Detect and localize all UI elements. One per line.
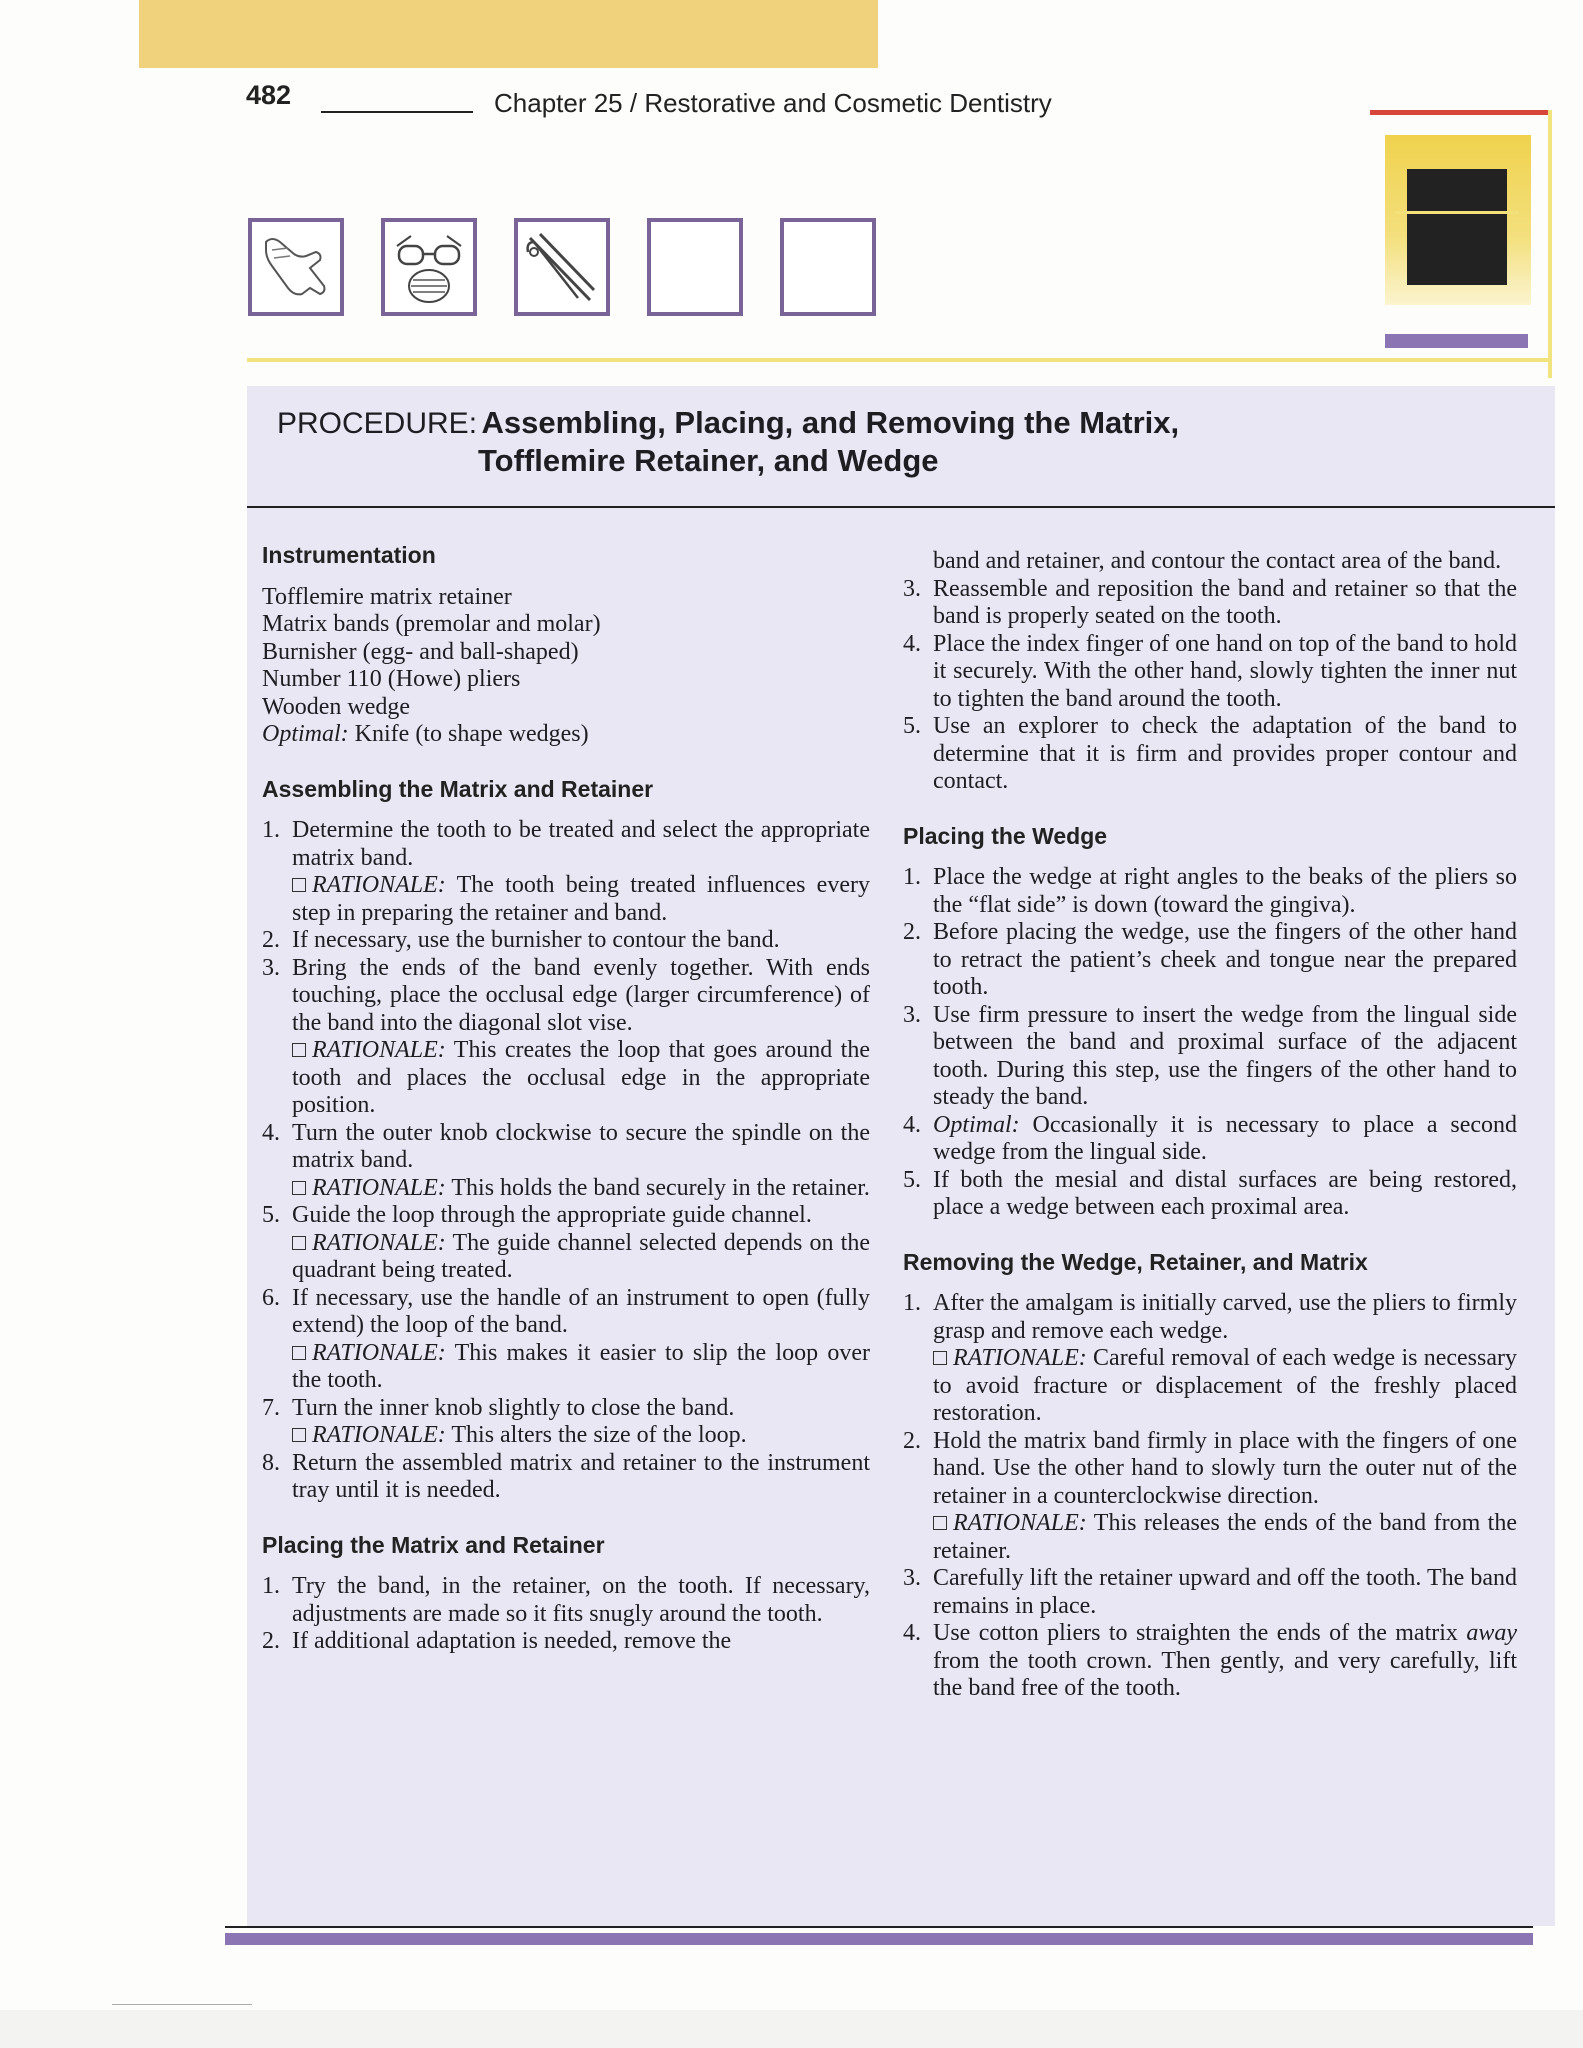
step-item: 4. Turn the outer knob clockwise to secure the spindle on the matrix band. RATIONALE: This holds the band securely in the retainer.	[262, 1119, 870, 1201]
rationale: RATIONALE: This makes it easier to slip the loop over the tooth.	[292, 1339, 870, 1393]
bottom-rule	[225, 1926, 1533, 1928]
badge-square	[1407, 169, 1507, 285]
list-item: Matrix bands (premolar and molar)	[262, 611, 601, 637]
checkbox-icon	[292, 1428, 306, 1442]
empty-icon-box	[647, 218, 743, 316]
assembling-section	[262, 776, 870, 1505]
page-bottom-strip	[0, 2010, 1583, 2048]
page-number: 482	[246, 80, 292, 110]
right-column	[903, 548, 1517, 1730]
yellow-frame-horizontal	[247, 358, 1552, 362]
step-item: 1. Try the band, in the retainer, on the tooth. If necessary, adjustments are made so it fits snugly around the tooth.	[262, 1573, 870, 1627]
step-item: 7. Turn the inner knob slightly to close the band. RATIONALE: This alters the size of the loop.	[262, 1395, 870, 1450]
assembling-heading: Assembling the Matrix and Retainer	[262, 775, 654, 802]
step-item: 1. After the amalgam is initially carved, use the pliers to firmly grasp and remove each wedge. RATIONALE: Careful removal of each wedge is necessary to avoid fracture or displacement of the freshly placed restoration.	[903, 1290, 1517, 1426]
step-item: 2. Before placing the wedge, use the fingers of the other hand to retract the patient’s cheek and tongue near the prepared tooth.	[903, 919, 1517, 1000]
rationale: RATIONALE: The guide channel selected depends on the quadrant being treated.	[292, 1229, 870, 1283]
step-item: 4. Optimal: Occasionally it is necessary to place a second wedge from the lingual side.	[903, 1111, 1518, 1165]
checkbox-icon	[292, 1181, 306, 1195]
badge-line	[1395, 211, 1519, 214]
instrumentation-section	[262, 542, 870, 749]
rationale: RATIONALE: Careful removal of each wedge is necessary to avoid fracture or displacement of the freshly placed restoration.	[933, 1345, 1517, 1426]
placing-matrix-heading: Placing the Matrix and Retainer	[262, 1531, 605, 1558]
procedure-title	[277, 405, 1377, 479]
left-column	[262, 542, 870, 1683]
checkbox-icon	[933, 1351, 947, 1365]
step-item: 3. Use firm pressure to insert the wedge from the lingual side between the band and proximal surface of the adjacent tooth. During this step, use the fingers of the other hand to steady the band.	[903, 1001, 1517, 1110]
procedure-title-line1: Assembling, Placing, and Removing the Matrix,	[481, 405, 1180, 440]
checkbox-icon	[933, 1516, 947, 1530]
step-item: 2. Hold the matrix band firmly in place with the fingers of one hand. Use the other hand to slowly turn the outer nut of the retainer in a counterclockwise direction. RATIONALE: This releases the ends of the band from the retainer.	[903, 1427, 1517, 1564]
top-color-band	[139, 0, 878, 68]
checkbox-icon	[292, 878, 306, 892]
step-item: 5. Use an explorer to check the adaptation of the band to determine that it is firm and provides proper contour and contact.	[903, 713, 1517, 794]
purple-rule-small	[1385, 334, 1528, 348]
header-rule	[321, 111, 473, 113]
step-item: 3. Carefully lift the retainer upward and off the tooth. The band remains in place.	[903, 1565, 1517, 1619]
placing-matrix-continued	[903, 548, 1517, 796]
step-item: 5. Guide the loop through the appropriate guide channel. RATIONALE: The guide channel selected depends on the quadrant being treated.	[262, 1202, 870, 1283]
checkbox-icon	[292, 1236, 306, 1250]
optional-label: Optimal:	[262, 721, 349, 747]
removing-heading: Removing the Wedge, Retainer, and Matrix	[903, 1248, 1368, 1275]
empty-icon-box	[780, 218, 876, 316]
gloves-icon	[248, 218, 344, 316]
running-head: Chapter 25 / Restorative and Cosmetic Dentistry	[494, 88, 1052, 118]
procedure-prefix: PROCEDURE:	[277, 407, 478, 440]
placing-matrix-steps	[262, 1573, 870, 1656]
step-item: 2. If additional adaptation is needed, remove the	[262, 1628, 732, 1654]
list-item: Burnisher (egg- and ball-shaped)	[262, 638, 579, 665]
step-item: 3. Reassemble and reposition the band and retainer so that the band is properly seated on the tooth.	[903, 575, 1517, 629]
rationale: RATIONALE: This holds the band securely in the retainer.	[292, 1175, 870, 1203]
step-continuation: band and retainer, and contour the contact area of the band.	[933, 548, 1502, 574]
step-item: 6. If necessary, use the handle of an instrument to open (fully extend) the loop of the band. RATIONALE: This makes it easier to slip the loop over the tooth.	[262, 1284, 870, 1393]
rationale: RATIONALE: This alters the size of the loop.	[292, 1422, 870, 1450]
rationale: RATIONALE: This creates the loop that goes around the tooth and places the occlusal edge in the appropriate position.	[292, 1037, 870, 1118]
page-edge-line	[112, 2004, 252, 2005]
list-item: Tofflemire matrix retainer	[262, 583, 512, 610]
placing-wedge-heading: Placing the Wedge	[903, 822, 1108, 849]
step-item: 4. Use cotton pliers to straighten the ends of the matrix away from the tooth crown. Then gently, and very carefully, lift the band free of the tooth.	[903, 1620, 1517, 1701]
instrumentation-heading: Instrumentation	[262, 542, 436, 568]
checkbox-icon	[292, 1346, 306, 1360]
list-item: Wooden wedge	[262, 693, 411, 720]
placing-wedge-section	[903, 823, 1517, 1222]
rationale: RATIONALE: The tooth being treated influences every step in preparing the retainer and band.	[292, 872, 870, 926]
list-item: Number 110 (Howe) pliers	[262, 666, 521, 692]
bottom-purple-rule	[225, 1933, 1533, 1945]
step-item: 8. Return the assembled matrix and retainer to the instrument tray until it is needed.	[262, 1449, 870, 1503]
yellow-frame-vertical	[1548, 110, 1552, 378]
chapter-badge	[1385, 135, 1531, 305]
glasses-and-mask-icon	[381, 218, 477, 316]
assembling-steps	[262, 817, 870, 1505]
title-rule	[247, 506, 1555, 508]
optional-text: Knife (to shape wedges)	[354, 721, 589, 747]
instrumentation-list	[262, 584, 870, 749]
placing-matrix-steps-continued	[903, 548, 1517, 796]
step-item: 5. If both the mesial and distal surfaces are being restored, place a wedge between each proximal area.	[903, 1166, 1517, 1220]
placing-matrix-section	[262, 1532, 870, 1656]
placing-wedge-steps	[903, 864, 1517, 1222]
red-rule	[1370, 110, 1548, 115]
instruments-icon	[514, 218, 610, 316]
checkbox-icon	[292, 1043, 306, 1057]
rationale: RATIONALE: This releases the ends of the band from the retainer.	[933, 1510, 1517, 1564]
step-item: 1. Determine the tooth to be treated and select the appropriate matrix band. RATIONALE: The tooth being treated influences every step in preparing the retainer and band.	[262, 817, 870, 926]
step-item: 1. Place the wedge at right angles to the beaks of the pliers so the “flat side” is down (toward the gingiva).	[903, 864, 1517, 918]
procedure-title-line2: Tofflemire Retainer, and Wedge	[478, 443, 939, 478]
step-item: 3. Bring the ends of the band evenly together. With ends touching, place the occlusal edge (larger circumference) of the band into the diagonal slot vise. RATIONALE: This creates the loop that goes around the tooth and places the occlusal edge in the appropriate position.	[262, 954, 870, 1118]
list-item-optional	[262, 721, 870, 749]
removing-section	[903, 1249, 1517, 1703]
step-item: 2. If necessary, use the burnisher to contour the band.	[262, 927, 780, 953]
step-item: 4. Place the index finger of one hand on top of the band to hold it securely. With the other hand, slowly tighten the inner nut to tighten the band around the tooth.	[903, 630, 1517, 712]
removing-steps	[903, 1290, 1517, 1703]
